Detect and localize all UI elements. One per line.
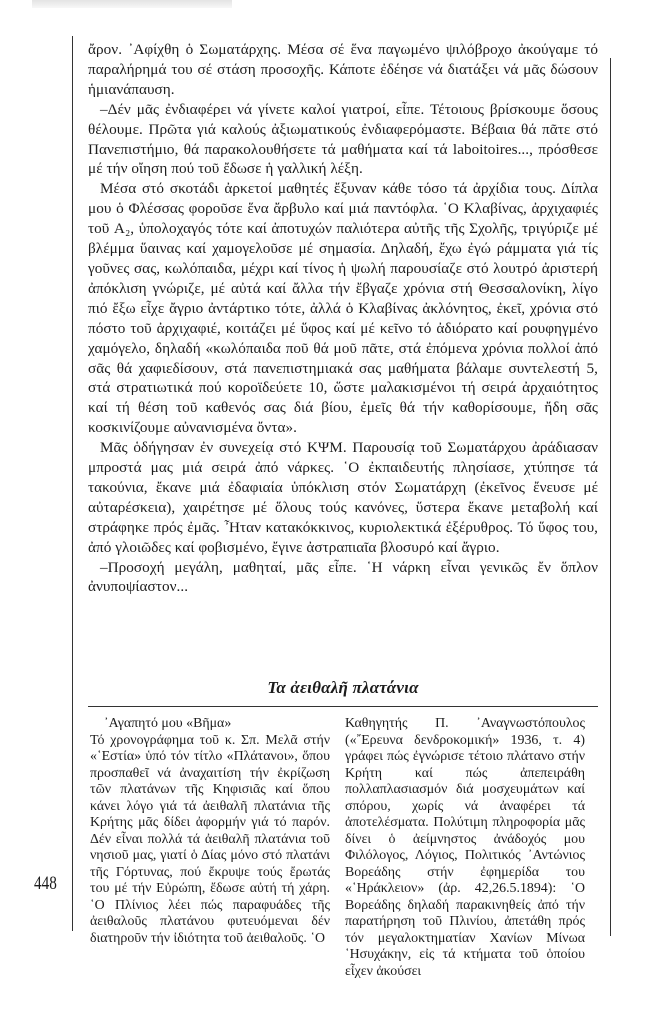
paragraph: ἄρον. ᾿Αφίχθη ὁ Σωματάρχης. Μέσα σέ ἕνα παγωμένο ψιλόβροχο ἀκούγαμε τό παραλήρημά του σέ στάση προσοχῆς. Κάποτε ἐδέησε νά διατάξει νά μᾶς δώσουν ἡμιανάπαυση. bbox=[88, 41, 598, 98]
letter-body-right: Καθηγητής Π. ᾿Αναγνωστόπουλος («῎Ερευνα δενδροκομική» 1936, τ. 4) γράφει πώς ἐγνώρισε τέτοιο πλάτανο στήν Κρήτη καί πώς ἀπεπειράθη πολλαπλασιασμόν διά μοσχευμάτων καί σπόρου, χωρίς νά ἀναφέρει τά ἀποτελέσματα. Πολύτιμη πληροφορία μᾶς δίνει ὁ ἀείμνηστος ἀνάδοχός μου Φιλόλογος, Λόγιος, Πολιτικός ᾿Αντώνιος Βορεάδης στήν ἐφημερίδα του «῾Ηράκλειον» (ἀρ. 42,26.5.1894): ῾Ο Βορεάδης δηλαδή παρακινηθείς ἀπό τήν παρατήρηση τοῦ Πλινίου, ἀπετάθη πρός τόν μεγαλοκτηματίαν Χανίων Μίνωα ῾Ησυχάκην, εἰς τά κτήματα τοῦ ὁποίου εἶχεν ἀκούσει bbox=[345, 716, 585, 979]
main-text-body bbox=[88, 40, 598, 597]
section-divider bbox=[88, 706, 598, 707]
letter-left-column bbox=[90, 716, 330, 947]
letter-right-column bbox=[345, 716, 585, 980]
letter-salutation: ᾿Αγαπητό μου «Βῆμα» bbox=[104, 716, 232, 731]
left-margin-rule bbox=[72, 36, 73, 931]
scan-smudge bbox=[32, 0, 232, 8]
right-margin-rule bbox=[610, 58, 611, 936]
page-number: 448 bbox=[34, 873, 57, 894]
section-title: Τα ἀειθαλῆ πλατάνια bbox=[267, 678, 419, 697]
paragraph: –Προσοχή μεγάλη, μαθηταί, μᾶς εἶπε. ῾Η νάρκη εἶναι γενικῶς ἔν ὅπλον ἀνυποψίαστον... bbox=[88, 558, 598, 596]
paragraph: –Δέν μᾶς ἐνδιαφέρει νά γίνετε καλοί γιατροί, εἶπε. Τέτοιους βρίσκουμε ὅσους θέλουμε. Πρῶτα γιά καλούς ἀξιωματικούς ἐνδιαφερόμαστε. Βέβαια θά πᾶτε στό Πανεπιστήμιο, θά παρακολουθήσετε τά μαθήματα καί τά laboitoires..., πρόσθεσε μέ τήν οἴηση πού τοῦ ἔδωσε ἡ γαλλική λέξη. bbox=[88, 100, 598, 178]
letter-body-left: Τό χρονογράφημα τοῦ κ. Σπ. Μελᾶ στήν «῾Εστία» ὑπό τόν τίτλο «Πλάτανοι», ὅπου προσπαθεῖ νά ἀναχαιτίση τήν ἐκρίζωση τῶν πλατάνων τῆς Κηφισιᾶς καί ὅπου κάνει λόγο γιά τά ἀειθαλῆ πλατάνια τῆς Κρήτης μᾶς δίδει ἀφορμήν γιά τό παρόν. Δέν εἶναι πολλά τά ἀειθαλῆ πλατάνια τοῦ νησιοῦ μας, γιατί ὁ Δίας μόνο στό πλατάνι τῆς Γόρτυνας, πού ἔκρυψε τούς ἔρωτάς του μέ τήν Εὐρώπη, ἔδωσε αὐτή τή χάρη. ῾Ο Πλίνιος λέει πώς παραφυάδες τῆς ἀειθαλοῦς πλατάνου φυτευόμεναι δέν διατηροῦν τήν ἰδιότητα τοῦ ἀειθαλοῦς. ῾Ο bbox=[90, 732, 330, 946]
paragraph: Μᾶς ὁδήγησαν ἐν συνεχείᾳ στό ΚΨΜ. Παρουσίᾳ τοῦ Σωματάρχου ἀράδιασαν μπροστά μας μιά σειρά ἀπό νάρκες. ῾Ο ἐκπαιδευτής πλησίασε, χτύπησε τά τακούνια, ἔκανε μιά ἐδαφιαία ὑπόκλιση στόν Σωματάρχη (ἐκεῖνος ἔνευσε μέ αὐταρέσκεια), χαιρέτησε μέ ὅλους τούς κανόνες, ὕστερα ἔκανε μεταβολή καί στράφηκε πρός ἐμᾶς. Ἦταν κατακόκκινος, κυριολεκτικά ἐξέρυθρος. Τό ὕφος του, ἀπό γλοιῶδες καί φοβισμένο, ἔγινε ἀστραπιαῖα βλοσυρό καί ἄγριο. bbox=[88, 439, 598, 556]
paragraph: Μέσα στό σκοτάδι ἀρκετοί μαθητές ἔξυναν κάθε τόσο τά ἀρχίδια τους. Δίπλα μου ὁ Φλέσσας φοροῦσε ἕνα ἄρβυλο καί μιά παντόφλα. ῾Ο Κλαβίνας, ἀρχιχαφιές τοῦ A₂, ὑπολοχαγός τότε καί ἀποτυχών παλιότερα αὐτῆς τῆς Σχολῆς, τριγύριζε μέ βλέμμα ὕαινας καί χαμογελοῦσε μέ σημασία. Δηλαδή, ἔχω ἐγώ ράμματα γιά τίς γοῦνες σας, κωλόπαιδα, μέχρι καί τίνος ἡ ψωλή παρουσίαζε στό λουτρό ἀριστερή ἀπόκλιση γνώριζε, μέ αὐτά καί ἄλλα τήν ἔβγαζε χρόνια στή Θεσσαλονίκη, λίγο πιό ἔξω εἶχε ἄγριο ἀντάρτικο τότε, ἀλλά ὁ Κλαβίνας ἀκλόνητος, ἐκεῖ, χρόνια στό πόστο τοῦ ἀρχιχαφιέ, κοιτάζει μέ ὕφος καί μέ κεῖνο τό ἀδιόρατο καί ρουφηγμένο χαμόγελο, δηλαδή «κωλόπαιδα ποῦ θά μοῦ πᾶτε, στά ἐπόμενα χρόνια πολλοί ἀπό σᾶς θά χαφιεδίσουν, στά πανεπιστημιακά σας μαθήματα βάλαμε συντελεστή 5, στά στρατιωτικά πού κοροϊδεύετε 10, ὥστε μαλακισμένοι τή σειρά ἀρχαιότητος καί τή θέση τοῦ καθενός σας διά βίου, ἐμεῖς θά τήν καθορίσουμε, ἤδη σᾶς κοσκινίζουμε αὐνανισμένα ὄντα». bbox=[88, 180, 598, 437]
